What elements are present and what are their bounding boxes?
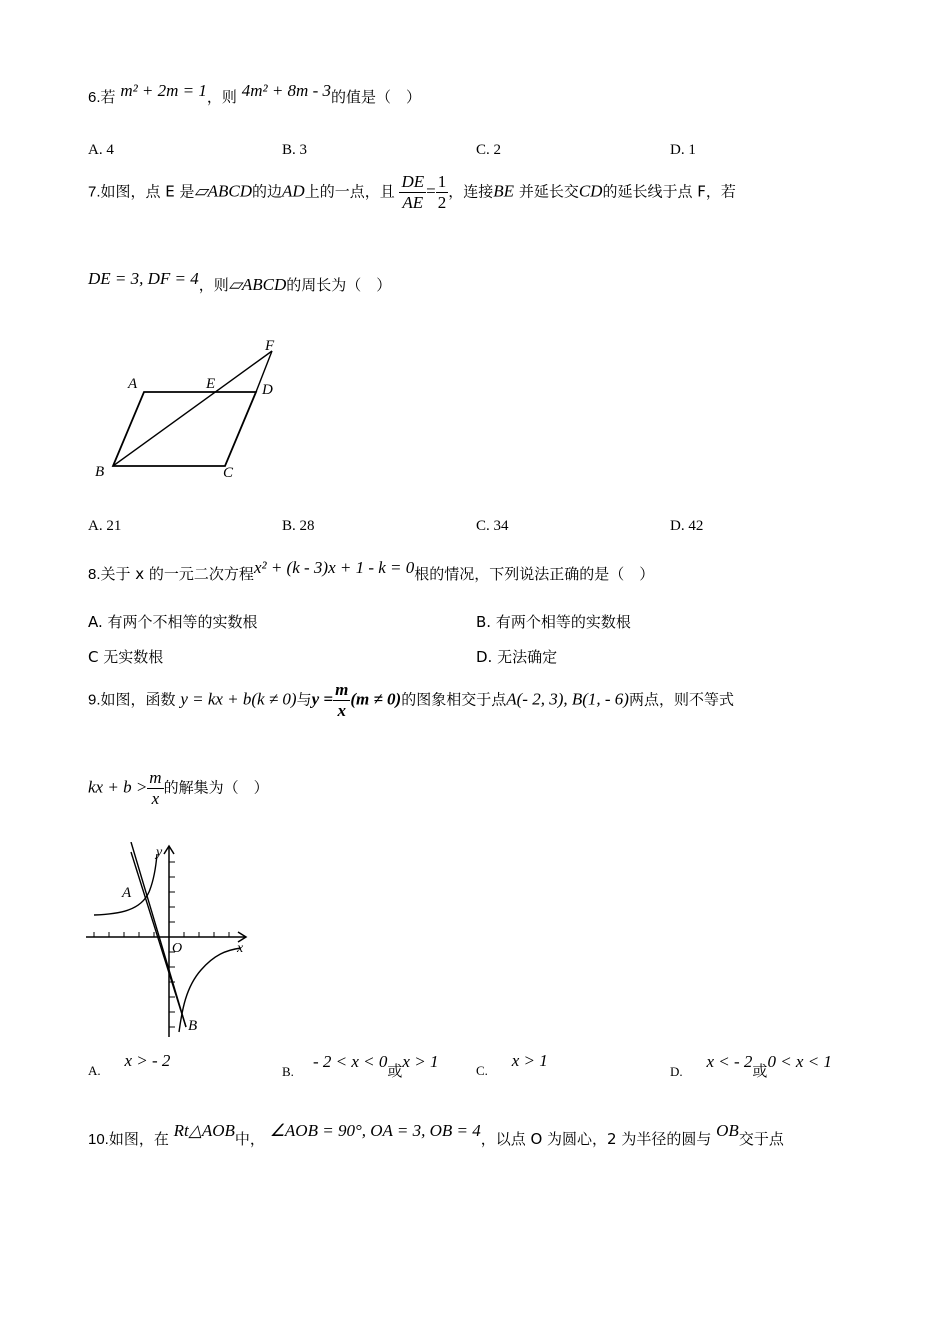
q9-points: A(- 2, 3), B(1, - 6): [506, 689, 629, 709]
q8-option-c[interactable]: C 无实数根: [88, 648, 164, 666]
q7-half-fraction: $\frac{1}{2}$: [437, 172, 447, 212]
label-a: A: [128, 376, 138, 392]
q9-option-d[interactable]: D. x < - 2或0 < x < 1: [670, 1052, 832, 1080]
q10-triangle: Rt△AOB: [173, 1121, 235, 1140]
q7-stem-line1: 7.如图，点 E 是▱ABCD的边AD上的一点，且 $\frac{DE}{AE}$ = $\frac{1}{2}$ ，连接BE 并延长交CD的延长线于点 F，若: [88, 172, 736, 212]
q10-given: ∠AOB = 90°, OA = 3, OB = 4: [269, 1121, 481, 1140]
q6-option-a[interactable]: A. 4: [88, 142, 114, 158]
q7-given: DE = 3, DF = 4: [88, 269, 199, 288]
q7-option-c[interactable]: C. 34: [476, 518, 509, 534]
q8-stem: 8.关于 x 的一元二次方程x² + (k - 3)x + 1 - k = 0根的情况，下列说法正确的是（ ）: [88, 558, 655, 583]
q10-number: 10.: [88, 1131, 109, 1148]
q10-stem: 10.如图，在 Rt△AOB中， ∠AOB = 90°, OA = 3, OB = 4，以点 O 为圆心，2 为半径的圆与 OB交于点: [88, 1121, 784, 1148]
q8-equation: x² + (k - 3)x + 1 - k = 0: [253, 558, 415, 577]
q7-parallelogram-figure: [88, 334, 288, 484]
q6-target-expression: 4m² + 8m - 3: [241, 81, 331, 100]
label-point-b: B: [188, 1018, 198, 1034]
q8-number: 8.: [88, 566, 101, 583]
q6-option-d[interactable]: D. 1: [670, 142, 696, 158]
q6-option-c[interactable]: C. 2: [476, 142, 502, 158]
q7-option-a[interactable]: A. 21: [88, 518, 122, 534]
label-c: C: [223, 465, 234, 481]
q7-ratio-fraction: $\frac{DE}{AE}$: [401, 172, 425, 212]
q9-stem-line2: kx + b > $\frac{m}{x}$ 的解集为（ ）: [88, 768, 269, 808]
q8-option-d[interactable]: D. 无法确定: [476, 648, 558, 666]
q9-option-a[interactable]: A. x > - 2: [88, 1051, 171, 1078]
label-f: F: [265, 338, 275, 354]
label-e: E: [206, 376, 216, 392]
q8-option-b[interactable]: B. 有两个相等的实数根: [476, 613, 631, 631]
q9-stem-line1: 9.如图，函数 y = kx + b(k ≠ 0)与y = $\frac{m}{x}$ (m ≠ 0)的图象相交于点A(- 2, 3), B(1, - 6)两点，则不等式: [88, 680, 734, 720]
q9-option-b[interactable]: B. - 2 < x < 0或x > 1: [282, 1052, 439, 1080]
q6-condition: m² + 2m = 1: [120, 81, 207, 100]
q7-number: 7.: [88, 183, 101, 201]
q6-stem: 6.若 m² + 2m = 1，则 4m² + 8m - 3的值是（ ）: [88, 81, 422, 106]
q7-option-b[interactable]: B. 28: [282, 518, 315, 534]
q9-linear-function: y = kx + b(k ≠ 0): [180, 689, 297, 709]
q9-number: 9.: [88, 691, 101, 709]
q7-option-d[interactable]: D. 42: [670, 518, 704, 534]
q7-stem-line2: DE = 3, DF = 4，则▱ABCD的周长为（ ）: [88, 269, 392, 294]
parallelogram-abcd: [113, 392, 256, 466]
q6-number: 6.: [88, 89, 101, 106]
q9-inequality-fraction: $\frac{m}{x}$: [149, 768, 162, 808]
q9-function-graph: [86, 842, 256, 1042]
label-x: x: [237, 941, 244, 956]
label-d: D: [262, 382, 273, 398]
label-o: O: [172, 941, 183, 956]
q9-reciprocal-fraction: $\frac{m}{x}$: [335, 680, 349, 720]
label-b: B: [95, 464, 105, 480]
q9-option-c[interactable]: C. x > 1: [476, 1051, 548, 1078]
q6-option-b[interactable]: B. 3: [282, 142, 308, 158]
label-y: y: [156, 845, 163, 860]
q8-option-a[interactable]: A. 有两个不相等的实数根: [88, 613, 258, 631]
label-point-a: A: [122, 885, 132, 901]
